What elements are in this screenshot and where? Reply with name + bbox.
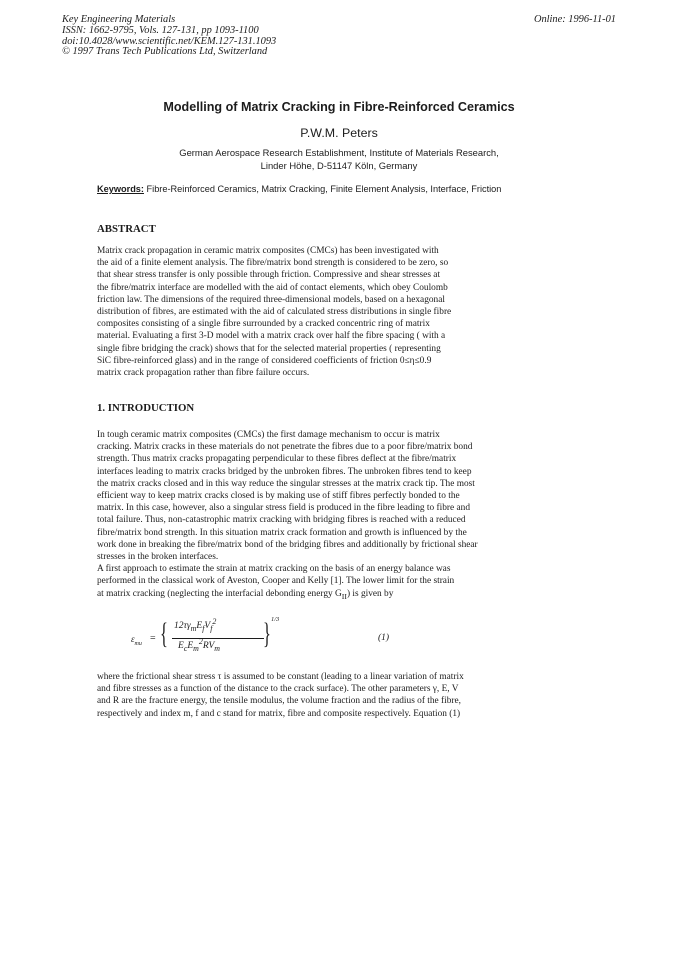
equation-exponent: 1/3	[271, 616, 280, 623]
abstract-line: Matrix crack propagation in ceramic matrix composites (CMCs) has been investigated with	[97, 246, 439, 256]
affiliation-line-1: German Aerospace Research Establishment, Institute of Materials Research,	[179, 147, 499, 158]
equation-left-brace: {	[160, 617, 168, 650]
intro-line: total failure. Thus, non-catastrophic matrix cracking with bridging fibres is reached with a reduced	[97, 515, 466, 526]
intro-line: fibre/matrix bond strength. In this situation matrix crack formation and growth is influenced by the	[97, 527, 467, 538]
eq-den-e2: E	[187, 641, 194, 651]
journal-name: Key Engineering Materials	[62, 14, 176, 25]
abstract-line: the aid of a finite element analysis. The fibre/matrix bond strength is considered to be zero, so	[97, 258, 449, 269]
eq-den-m: m	[193, 643, 199, 653]
journal-issn: ISSN: 1662-9795, Vols. 127-131, pp 1093-1100	[62, 24, 259, 36]
eq-num-m: m	[190, 623, 197, 633]
author-affiliation	[0, 147, 678, 172]
abstract-line: matrix crack propagation rather than fibre failure occurs.	[97, 368, 310, 379]
abstract-line: that shear stress transfer is only possible through friction. Compressive and shear stresses at	[97, 270, 441, 281]
journal-copyright: © 1997 Trans Tech Publications Ltd, Switzerland	[62, 46, 268, 58]
keywords-text: Fibre-Reinforced Ceramics, Matrix Cracking, Finite Element Analysis, Interface, Friction	[146, 184, 502, 194]
intro-line: respectively and index m, f and c stand for matrix, fibre and composite respectively. Equation (1)	[97, 708, 461, 719]
affiliation-line-2: Linder Höhe, D-51147 Köln, Germany	[260, 159, 418, 171]
eq-den-e: E	[178, 641, 184, 651]
intro-line: performed in the classical work of Aveston, Cooper and Kelly [1]. The lower limit for the strain	[97, 576, 455, 587]
eq-num-v: V	[204, 621, 211, 631]
intro-line: stresses in the broken interfaces.	[97, 552, 219, 563]
eq-num-f2: f	[210, 623, 213, 633]
journal-doi[interactable]: doi:10.4028/www.scientific.net/KEM.127-131.1093	[62, 35, 277, 47]
journal-header	[62, 15, 482, 58]
equation-number: (1)	[378, 633, 390, 643]
online-date: Online: 1996-11-01	[533, 14, 616, 25]
intro-line: A first approach to estimate the strain at matrix cracking on the basis of an energy balance was	[97, 564, 451, 575]
intro-line: where the frictional shear stress τ is assumed to be constant (leading to a linear variation of matrix	[97, 672, 464, 682]
intro-line-gii-tail: ) is given by	[346, 588, 394, 599]
intro-line-gii	[97, 588, 547, 600]
abstract-line: composites consisting of a single fibre surrounded by a cracked concentric ring of matrix	[97, 319, 430, 330]
intro-line: and fibre stresses as a function of the distance to the crack surface). The other parameters γ, E, V	[97, 684, 459, 695]
intro-line: In tough ceramic matrix composites (CMCs) the first damage mechanism to occur is matrix	[97, 430, 440, 440]
equation-right-brace: }	[263, 617, 271, 650]
equation-numerator	[174, 616, 217, 633]
eq-den-sq: 2	[198, 636, 203, 646]
introduction-heading: 1. INTRODUCTION	[97, 402, 195, 414]
keywords	[97, 183, 544, 196]
equation-fraction-bar	[172, 638, 264, 639]
abstract-line: material. Evaluating a first 3-D model with a matrix crack over half the fibre spacing ( with a	[97, 331, 446, 342]
intro-line: efficient way to keep matrix cracks closed is by making use of stiff fibres perfectly bonded to the	[97, 491, 460, 502]
equation-denominator	[178, 636, 220, 653]
introduction-body	[97, 429, 547, 600]
keywords-label: Keywords:	[97, 184, 144, 194]
eq-lhs-sub: mu	[134, 640, 142, 647]
equation-lhs	[131, 634, 142, 647]
abstract-body	[97, 245, 547, 379]
intro-line: the matrix cracks closed and in this way reduce the singular stresses at the matrix crack tip. The most	[97, 478, 475, 489]
intro-line: matrix. In this case, however, also a singular stress field is produced in the fibre leading to fibre and	[97, 503, 471, 514]
eq-den-m2: m	[214, 643, 220, 653]
abstract-line: distribution of fibres, are estimated with the aid of calculated stress distributions in single fibre	[97, 307, 452, 318]
abstract-line: the fibre/matrix interface are modelled with the aid of contact elements, which obey Coulomb	[97, 282, 448, 293]
abstract-line: single fibre bridging the crack) shows that for the selected material properties ( representing	[97, 343, 441, 354]
eq-num-e: E	[196, 621, 203, 631]
intro-line: work done in breaking the fibre/matrix bond of the bridging fibres and additionally by frictional shear	[97, 539, 478, 550]
introduction-body-continued	[97, 671, 547, 720]
eq-num-main: 12τγ	[174, 621, 191, 631]
intro-line: strength. Thus matrix cracks propagating perpendicular to these fibres deflect at the fibre/matrix	[97, 454, 457, 465]
eq-num-sq: 2	[212, 616, 217, 626]
eq-num-f1: f	[202, 623, 205, 633]
eq-den-rv: RV	[202, 641, 215, 651]
abstract-line: friction law. The dimensions of the required three-dimensional models, based on a hexagonal	[97, 294, 445, 305]
eq-epsilon: ε	[131, 634, 135, 644]
paper-title: Modelling of Matrix Cracking in Fibre-Reinforced Ceramics	[163, 100, 515, 114]
eq-den-c: c	[183, 643, 188, 653]
equation-1	[131, 616, 390, 663]
paper-author: P.W.M. Peters	[300, 126, 378, 140]
abstract-line: SiC fibre-reinforced glass) and in the range of considered coefficients of friction 0≤η≤0.9	[97, 355, 432, 366]
intro-line: and R are the fracture energy, the tensile modulus, the volume fraction and the radius of the fibre,	[97, 696, 462, 707]
abstract-heading: ABSTRACT	[97, 223, 156, 235]
equation-equals: =	[150, 633, 156, 644]
intro-line-gii-text: at matrix cracking (neglecting the interfacial debonding energy G	[97, 588, 342, 599]
intro-line: interfaces leading to matrix cracks bridged by the unbroken fibres. The unbroken fibres tend to keep	[97, 466, 472, 477]
gii-subscript: II	[341, 591, 347, 601]
intro-line: cracking. Matrix cracks in these materials do not penetrate the fibres due to a poor fibre/matrix bond	[97, 442, 473, 453]
